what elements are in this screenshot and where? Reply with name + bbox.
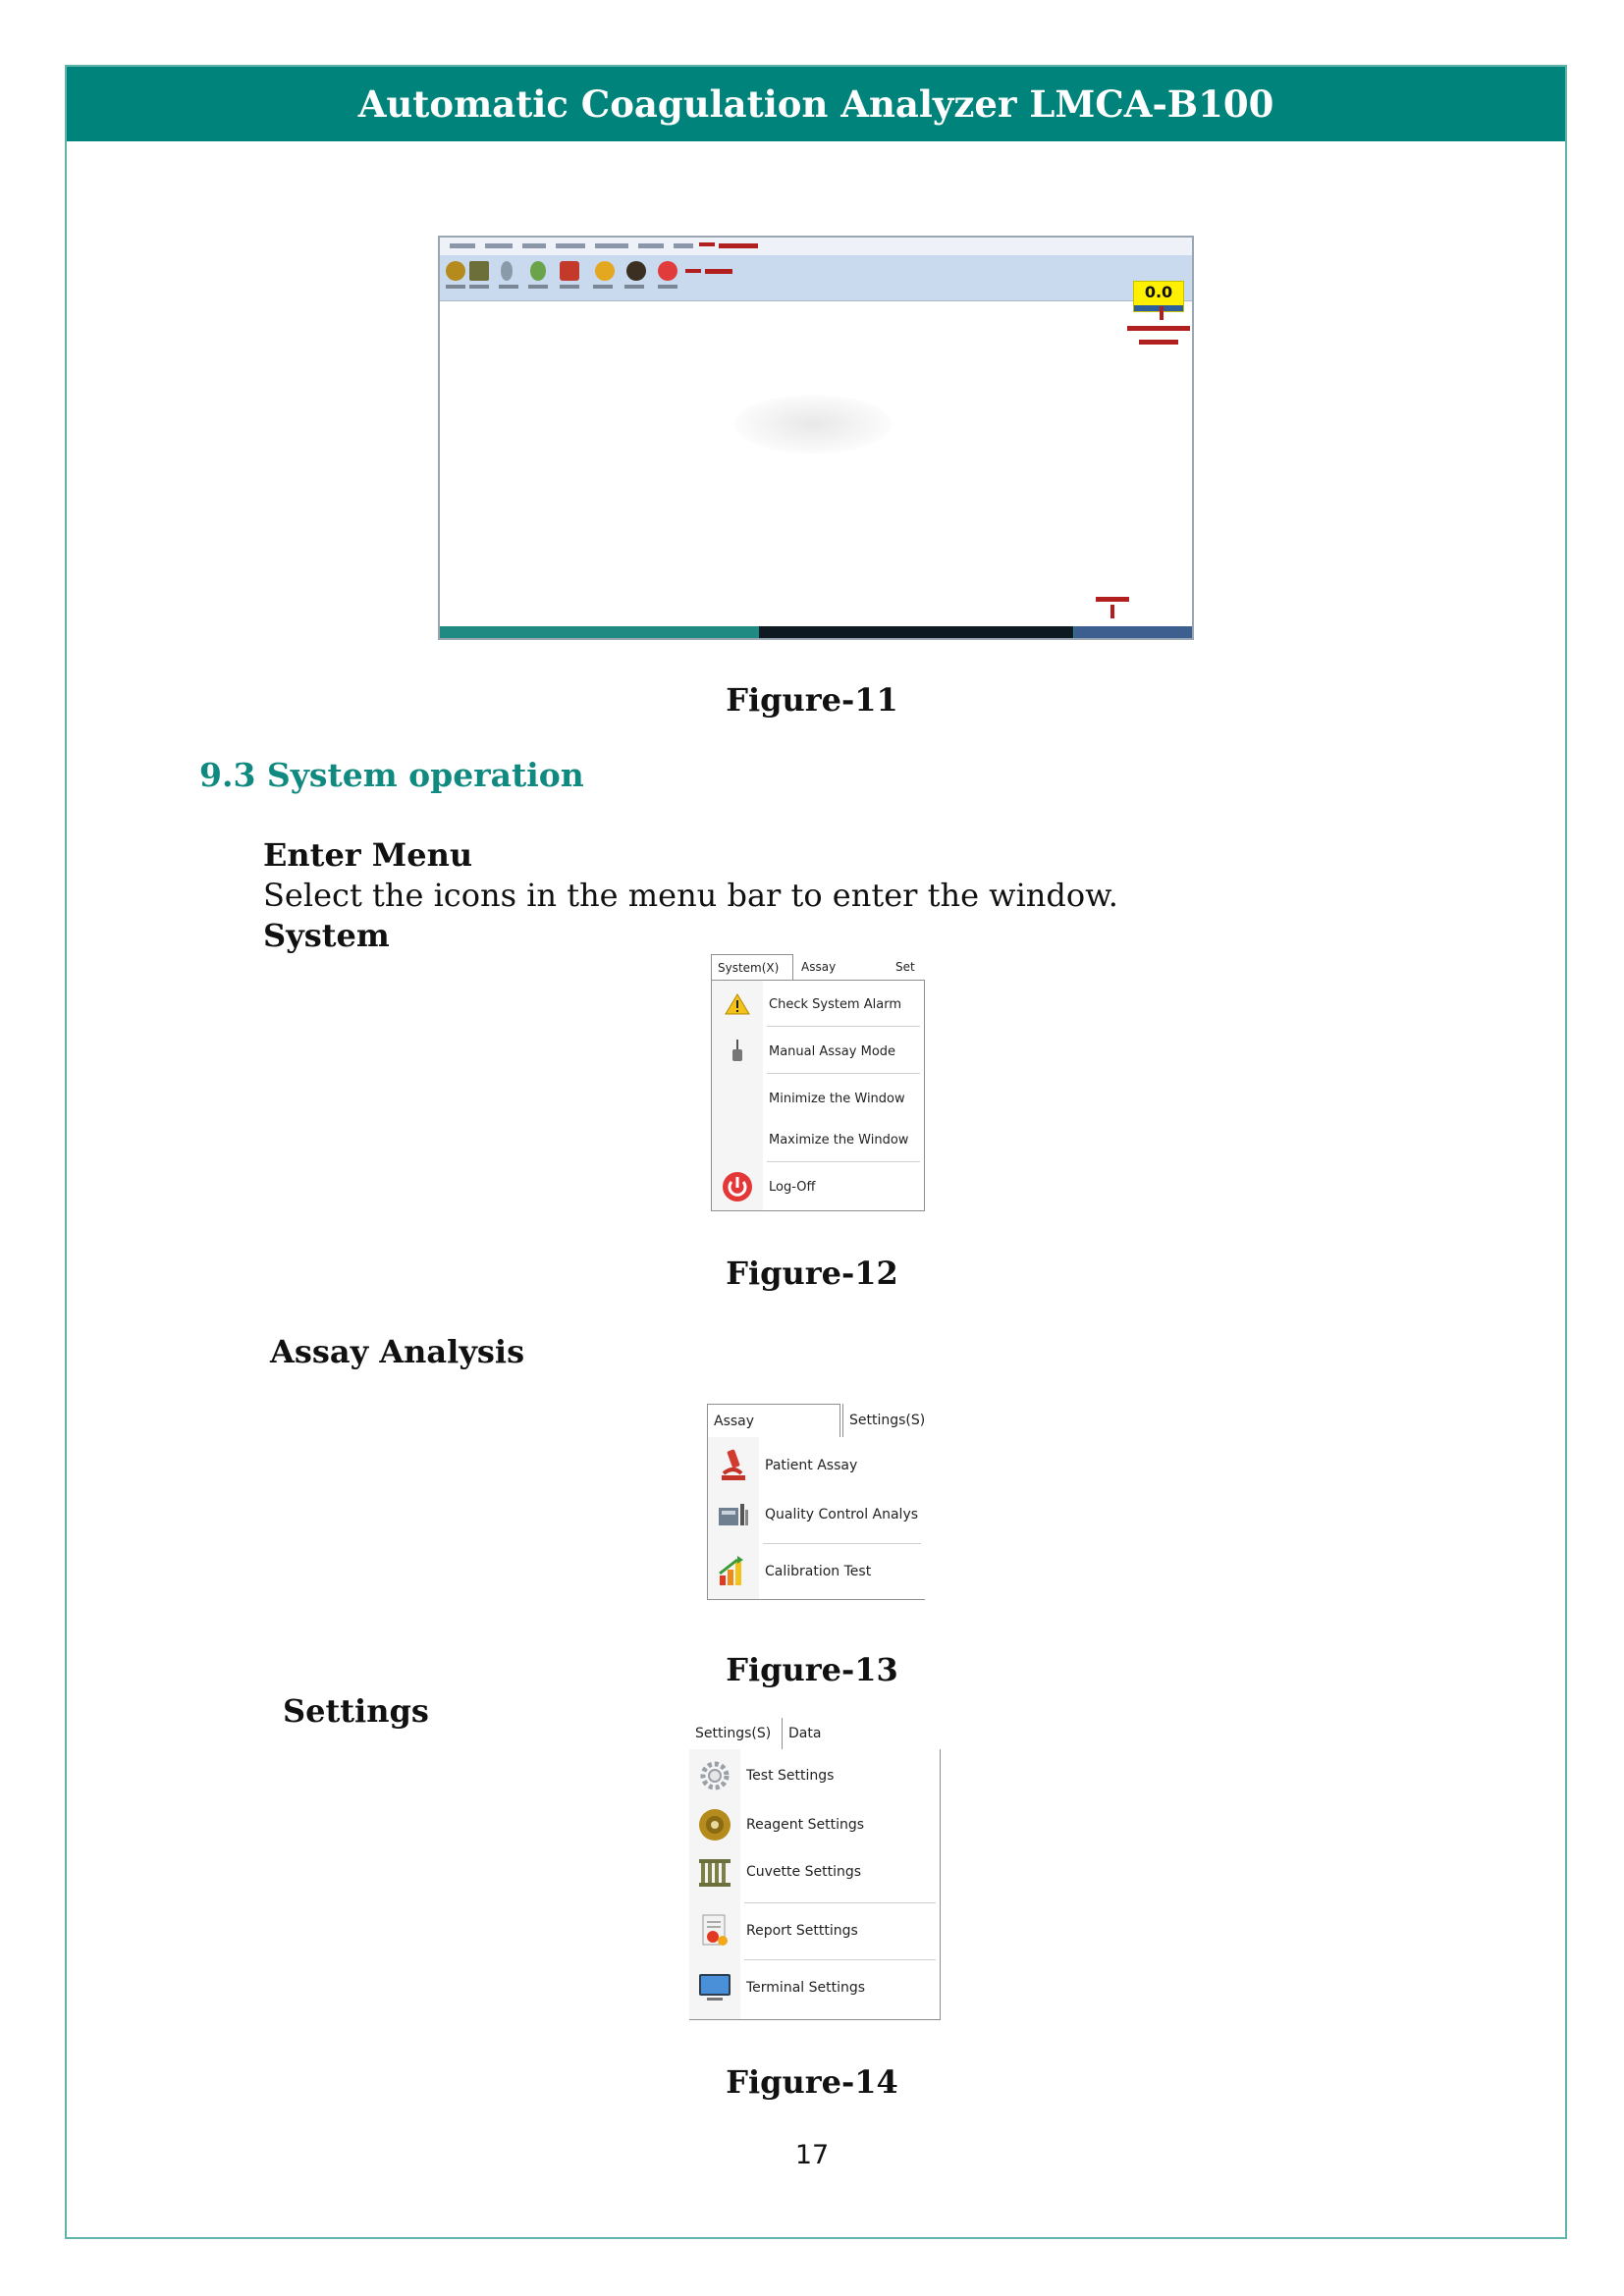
manual-hand-icon [712,1038,763,1065]
figure-13-caption: Figure-13 [726,1651,898,1688]
blurred-artifact [734,395,892,454]
menu-item-label: Reagent Settings [746,1817,865,1833]
temperature-value: 0.0 [1144,283,1173,301]
menu-item-manual-assay-mode[interactable] [712,1032,924,1071]
assay-dropdown [707,1437,925,1600]
cuvette-rack-icon [689,1855,740,1889]
temperature-display [1133,281,1184,312]
document-header [67,67,1565,141]
enter-menu-heading: Enter Menu [263,836,473,874]
power-icon [658,261,677,281]
menu-item-patient-assay[interactable] [708,1443,925,1488]
menu-item-log-off[interactable] [712,1167,924,1206]
microscope-icon [560,261,579,281]
menu-item-quality-control[interactable] [708,1492,925,1537]
warning-icon [712,992,763,1016]
power-icon [712,1171,763,1202]
tab-settings[interactable]: Settings(S) [842,1404,925,1437]
figure-11-screenshot [438,236,1194,640]
assay-analysis-heading: Assay Analysis [270,1333,525,1370]
app-toolbar [440,255,1192,301]
menu-item-label: Terminal Settings [746,1980,866,1996]
cuvette-rack-icon [469,261,489,281]
menu-item-label: Patient Assay [765,1458,858,1473]
tab-settings[interactable]: Settings(S) [695,1726,772,1741]
quality-control-icon [708,1500,759,1529]
tab-assay-analysis[interactable]: Assay [801,960,837,974]
section-title: 9.3 System operation [199,756,584,794]
app-status-bar [440,626,1192,638]
menu-item-report-settings[interactable] [689,1908,940,1953]
settings-menu [689,1718,941,2020]
figure-11-caption: Figure-11 [726,681,898,719]
app-menu-bar [440,238,1192,255]
menu-item-reagent-settings[interactable] [689,1802,940,1847]
tab-settings-partial[interactable]: Set [895,960,915,974]
menu-item-cuvette-settings[interactable] [689,1849,940,1895]
enter-menu-text: Select the icons in the menu bar to enter the window. [263,877,1118,914]
assay-analysis-menu [707,1404,925,1600]
figure-12-caption: Figure-12 [726,1255,898,1292]
system-heading: System [263,917,390,954]
reagent-disc-icon [689,1807,740,1842]
microscope-icon [708,1448,759,1483]
settings-dropdown [689,1749,941,2020]
menu-item-terminal-settings[interactable] [689,1965,940,2010]
menu-item-label: Cuvette Settings [746,1864,862,1880]
figure-14-caption: Figure-14 [726,2063,898,2101]
flask-icon [530,261,546,281]
menu-item-calibration-test[interactable] [708,1549,925,1594]
menu-item-label: Quality Control Analys [765,1507,919,1522]
header-title: Automatic Coagulation Analyzer LMCA-B100 [357,82,1274,126]
tool-icon [501,261,513,281]
menu-item-maximize-window[interactable] [712,1120,924,1159]
reagent-disc-icon [446,261,465,281]
menu-item-label: Calibration Test [765,1564,872,1579]
monitor-icon [689,1972,740,2003]
tab-assay-analysis[interactable]: Assay [707,1404,840,1437]
menu-item-label: Minimize the Window [769,1091,905,1106]
menu-item-minimize-window[interactable] [712,1079,924,1118]
alarm-bell-icon [595,261,615,281]
calibration-chart-icon [708,1554,759,1589]
system-dropdown [711,980,925,1211]
menu-item-label: Manual Assay Mode [769,1043,896,1059]
menu-item-label: Maximize the Window [769,1132,909,1148]
system-tray [1074,626,1192,638]
settings-heading: Settings [283,1692,429,1730]
menu-item-label: Check System Alarm [769,996,901,1012]
menu-item-label: Report Setttings [746,1923,858,1939]
menu-item-label: Log-Off [769,1179,816,1195]
system-menu [711,954,925,1211]
report-icon [689,1913,740,1949]
user-icon [626,261,646,281]
gear-icon [689,1759,740,1792]
tab-system[interactable]: System(X) [711,954,793,980]
menu-item-check-system-alarm[interactable] [712,985,924,1024]
menu-item-label: Test Settings [746,1768,835,1784]
page-number: 17 [794,2140,830,2170]
tab-data-management[interactable]: Data [782,1718,939,1749]
menu-item-test-settings[interactable] [689,1753,940,1798]
